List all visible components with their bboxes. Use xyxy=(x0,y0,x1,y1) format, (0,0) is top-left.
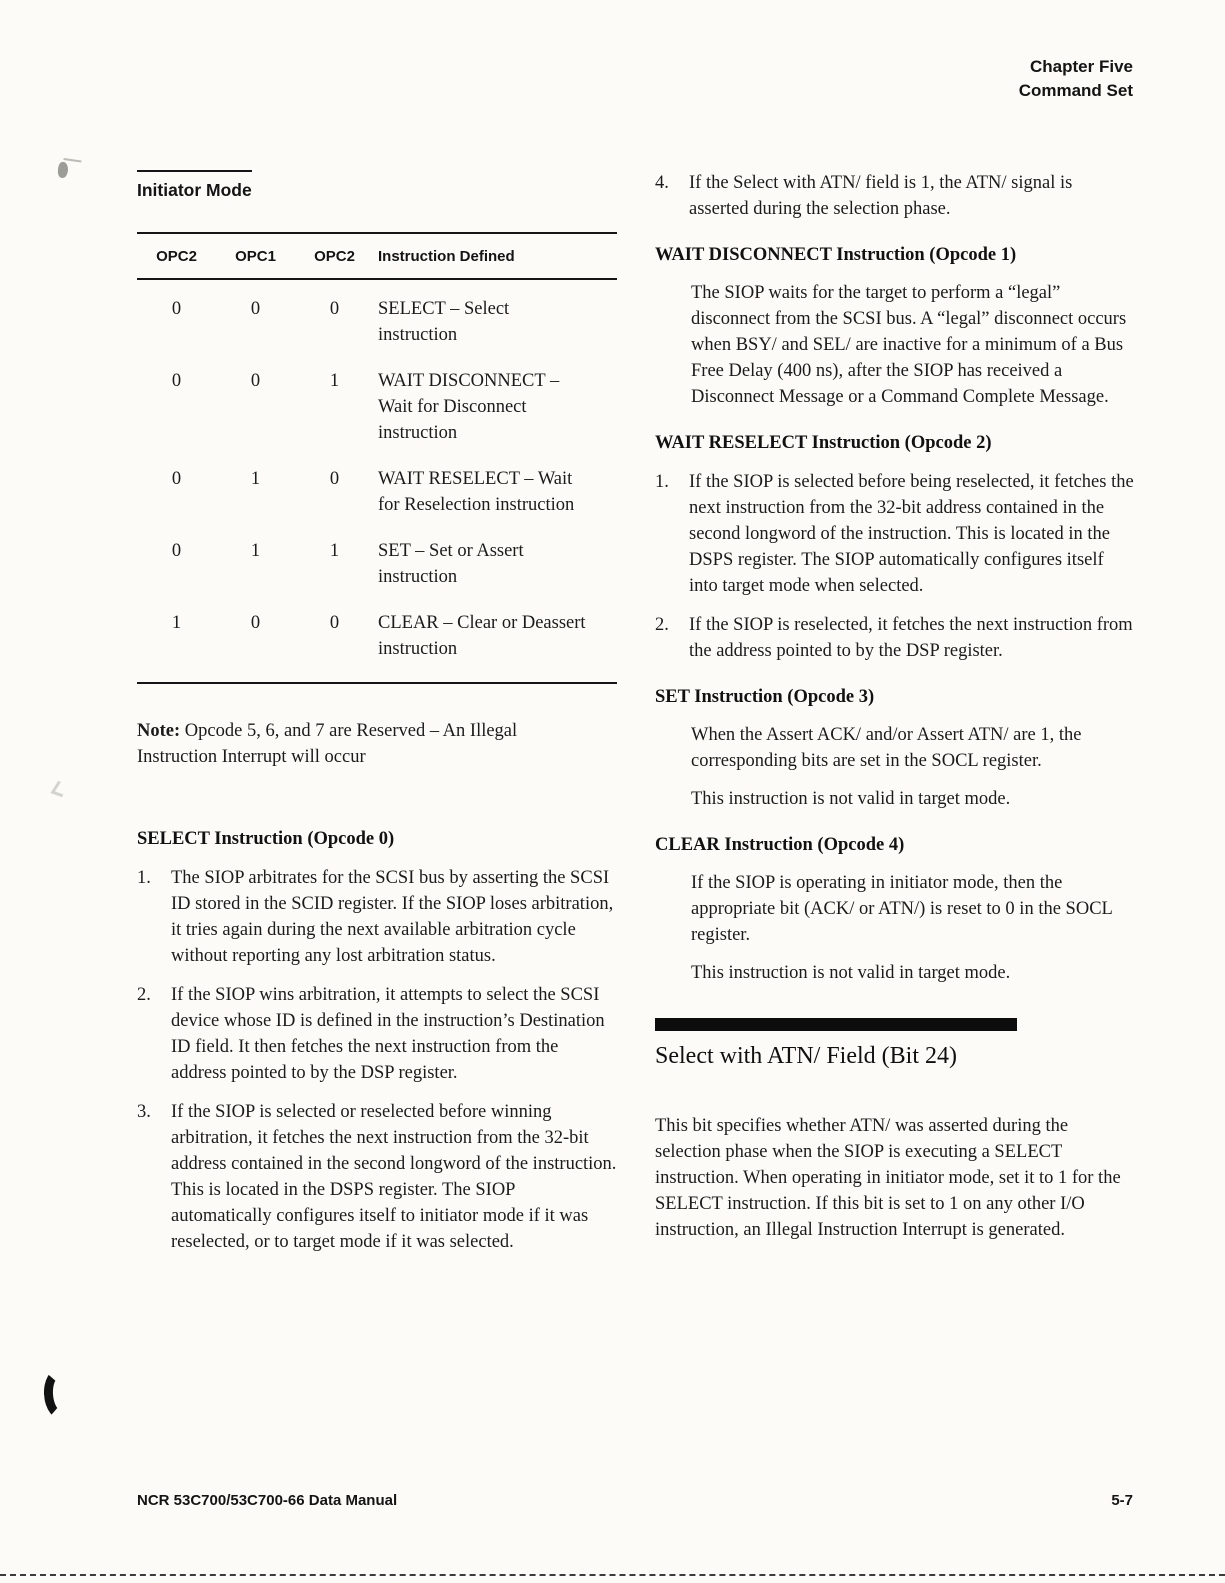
list-item-text: If the SIOP is selected before being reselected, it fetches the next instruction from the 32-bit address contained in the second longword of the instruction. This is located in the DSPS register. The SIOP automatically configures itself into target mode when selected. xyxy=(689,472,1134,596)
list-item-text: The SIOP arbitrates for the SCSI bus by asserting the SCSI ID stored in the SCID register. If the SIOP loses arbitration, it tries again during the next available arbitration cycle without reporting any lost arbitration status. xyxy=(171,868,614,966)
footer-page-number: 5-7 xyxy=(1111,1492,1133,1509)
bit-cell: 0 xyxy=(329,613,340,633)
footer-manual-title: NCR 53C700/53C700-66 Data Manual xyxy=(137,1492,398,1509)
bit-cell: 0 xyxy=(250,371,261,391)
list-item-text: If the SIOP wins arbitration, it attempts to select the SCSI device whose ID is defined in the instruction’s Destination ID field. It then fetches the next instruction from the address pointed to by the DSP register. xyxy=(171,985,605,1083)
bit-cell: 0 xyxy=(171,469,182,489)
table-row xyxy=(137,456,617,528)
page-footer xyxy=(137,1492,1133,1509)
note-label: Note: xyxy=(137,721,181,741)
opcode-table xyxy=(137,232,617,684)
instruction-cell: WAIT DISCONNECT – Wait for Disconnect instruction xyxy=(378,371,560,443)
col-header-opc0: OPC2 xyxy=(314,248,355,265)
reserved-opcodes-note xyxy=(137,718,577,770)
section-clear xyxy=(655,832,1135,986)
section-heading: CLEAR Instruction (Opcode 4) xyxy=(655,835,905,855)
col-header-opc1: OPC1 xyxy=(235,248,276,265)
chapter-title: Chapter Five xyxy=(1030,57,1133,76)
section-paragraph: If the SIOP is operating in initiator mode, then the appropriate bit (ACK/ or ATN/) is reset to 0 in the SOCL register. xyxy=(691,873,1113,945)
section-heading: WAIT RESELECT Instruction (Opcode 2) xyxy=(655,433,992,453)
table-row xyxy=(137,279,617,358)
list-item xyxy=(137,1099,617,1255)
col-header-opc2: OPC2 xyxy=(156,248,197,265)
list-item-text: If the SIOP is reselected, it fetches the next instruction from the address pointed to by the DSP register. xyxy=(689,615,1133,661)
section-paragraph: When the Assert ACK/ and/or Assert ATN/ are 1, the corresponding bits are set in the SOCL register. xyxy=(691,725,1082,771)
list-item-text: If the Select with ATN/ field is 1, the ATN/ signal is asserted during the selection phase. xyxy=(689,173,1073,219)
instruction-cell: WAIT RESELECT – Wait for Reselection instruction xyxy=(378,469,575,515)
list-item-number: 2. xyxy=(137,985,151,1005)
list-item-number: 1. xyxy=(655,472,669,492)
list-item-number: 1. xyxy=(137,868,151,888)
bit-cell: 1 xyxy=(171,613,182,633)
table-title: Initiator Mode xyxy=(137,170,252,203)
section-wait-disconnect xyxy=(655,242,1135,410)
note-text: Opcode 5, 6, and 7 are Reserved – An Illegal Instruction Interrupt will occur xyxy=(137,721,518,767)
left-column xyxy=(137,170,617,1255)
bit-cell: 1 xyxy=(329,541,340,561)
bit-cell: 0 xyxy=(329,299,340,319)
bit-cell: 0 xyxy=(250,299,261,319)
bit-cell: 1 xyxy=(250,541,261,561)
section-paragraph: The SIOP waits for the target to perform a “legal” disconnect from the SCSI bus. A “legal” disconnect occurs when BSY/ and SEL/ are inactive for a minimum of a Bus Free Delay (400 ns), after the SIOP has received a Disconnect Message or a Command Complete Message. xyxy=(691,283,1127,407)
table-row xyxy=(137,600,617,683)
list-item xyxy=(137,982,617,1086)
two-column-body xyxy=(137,170,1135,1255)
list-item-number: 3. xyxy=(137,1102,151,1122)
select-instruction-heading: SELECT Instruction (Opcode 0) xyxy=(137,829,395,849)
section-paragraph: This instruction is not valid in target mode. xyxy=(691,963,1011,983)
list-item-text: If the SIOP is selected or reselected before winning arbitration, it fetches the next instruction from the 32-bit address contained in the second longword of the instruction. This is located in the DSPS register. The SIOP automatically configures itself to initiator mode if it was reselected, or to target mode if it was selected. xyxy=(171,1102,617,1252)
scan-artifact-mark xyxy=(51,781,70,797)
col-header-instruction: Instruction Defined xyxy=(378,248,515,265)
instruction-cell: CLEAR – Clear or Deassert instruction xyxy=(378,613,586,659)
right-column xyxy=(655,170,1135,1255)
list-item xyxy=(655,469,1135,599)
table-row xyxy=(137,528,617,600)
bit-cell: 1 xyxy=(250,469,261,489)
section-heading: SET Instruction (Opcode 3) xyxy=(655,687,875,707)
atn-field-body: This bit specifies whether ATN/ was asserted during the selection phase when the SIOP is executing a SELECT instruction. When operating in initiator mode, set it to 1 for the SELECT instruction. If this bit is set to 1 on any other I/O instruction, an Illegal Instruction Interrupt is generated. xyxy=(655,1116,1121,1240)
section-wait-reselect xyxy=(655,430,1135,664)
section-divider-bar xyxy=(655,1018,1017,1031)
section-paragraph: This instruction is not valid in target mode. xyxy=(691,789,1011,809)
section-heading: WAIT DISCONNECT Instruction (Opcode 1) xyxy=(655,245,1017,265)
bit-cell: 1 xyxy=(329,371,340,391)
table-row xyxy=(137,358,617,456)
section-set xyxy=(655,684,1135,812)
list-item xyxy=(137,865,617,969)
table-header-row xyxy=(137,233,617,279)
bit-cell: 0 xyxy=(171,299,182,319)
list-item xyxy=(655,170,1135,222)
bit-cell: 0 xyxy=(329,469,340,489)
scan-artifact-paren xyxy=(42,1367,80,1421)
bit-cell: 0 xyxy=(171,541,182,561)
list-item-number: 2. xyxy=(655,615,669,635)
atn-field-title: Select with ATN/ Field (Bit 24) xyxy=(655,1043,957,1069)
scan-artifact-smudge xyxy=(57,161,69,178)
instruction-cell: SET – Set or Assert instruction xyxy=(378,541,524,587)
chapter-subtitle: Command Set xyxy=(1018,81,1133,100)
page-perforation-edge xyxy=(0,1574,1225,1576)
list-item xyxy=(655,612,1135,664)
bit-cell: 0 xyxy=(250,613,261,633)
chapter-header xyxy=(1019,55,1133,103)
instruction-cell: SELECT – Select instruction xyxy=(378,299,510,345)
bit-cell: 0 xyxy=(171,371,182,391)
list-item-number: 4. xyxy=(655,173,669,193)
